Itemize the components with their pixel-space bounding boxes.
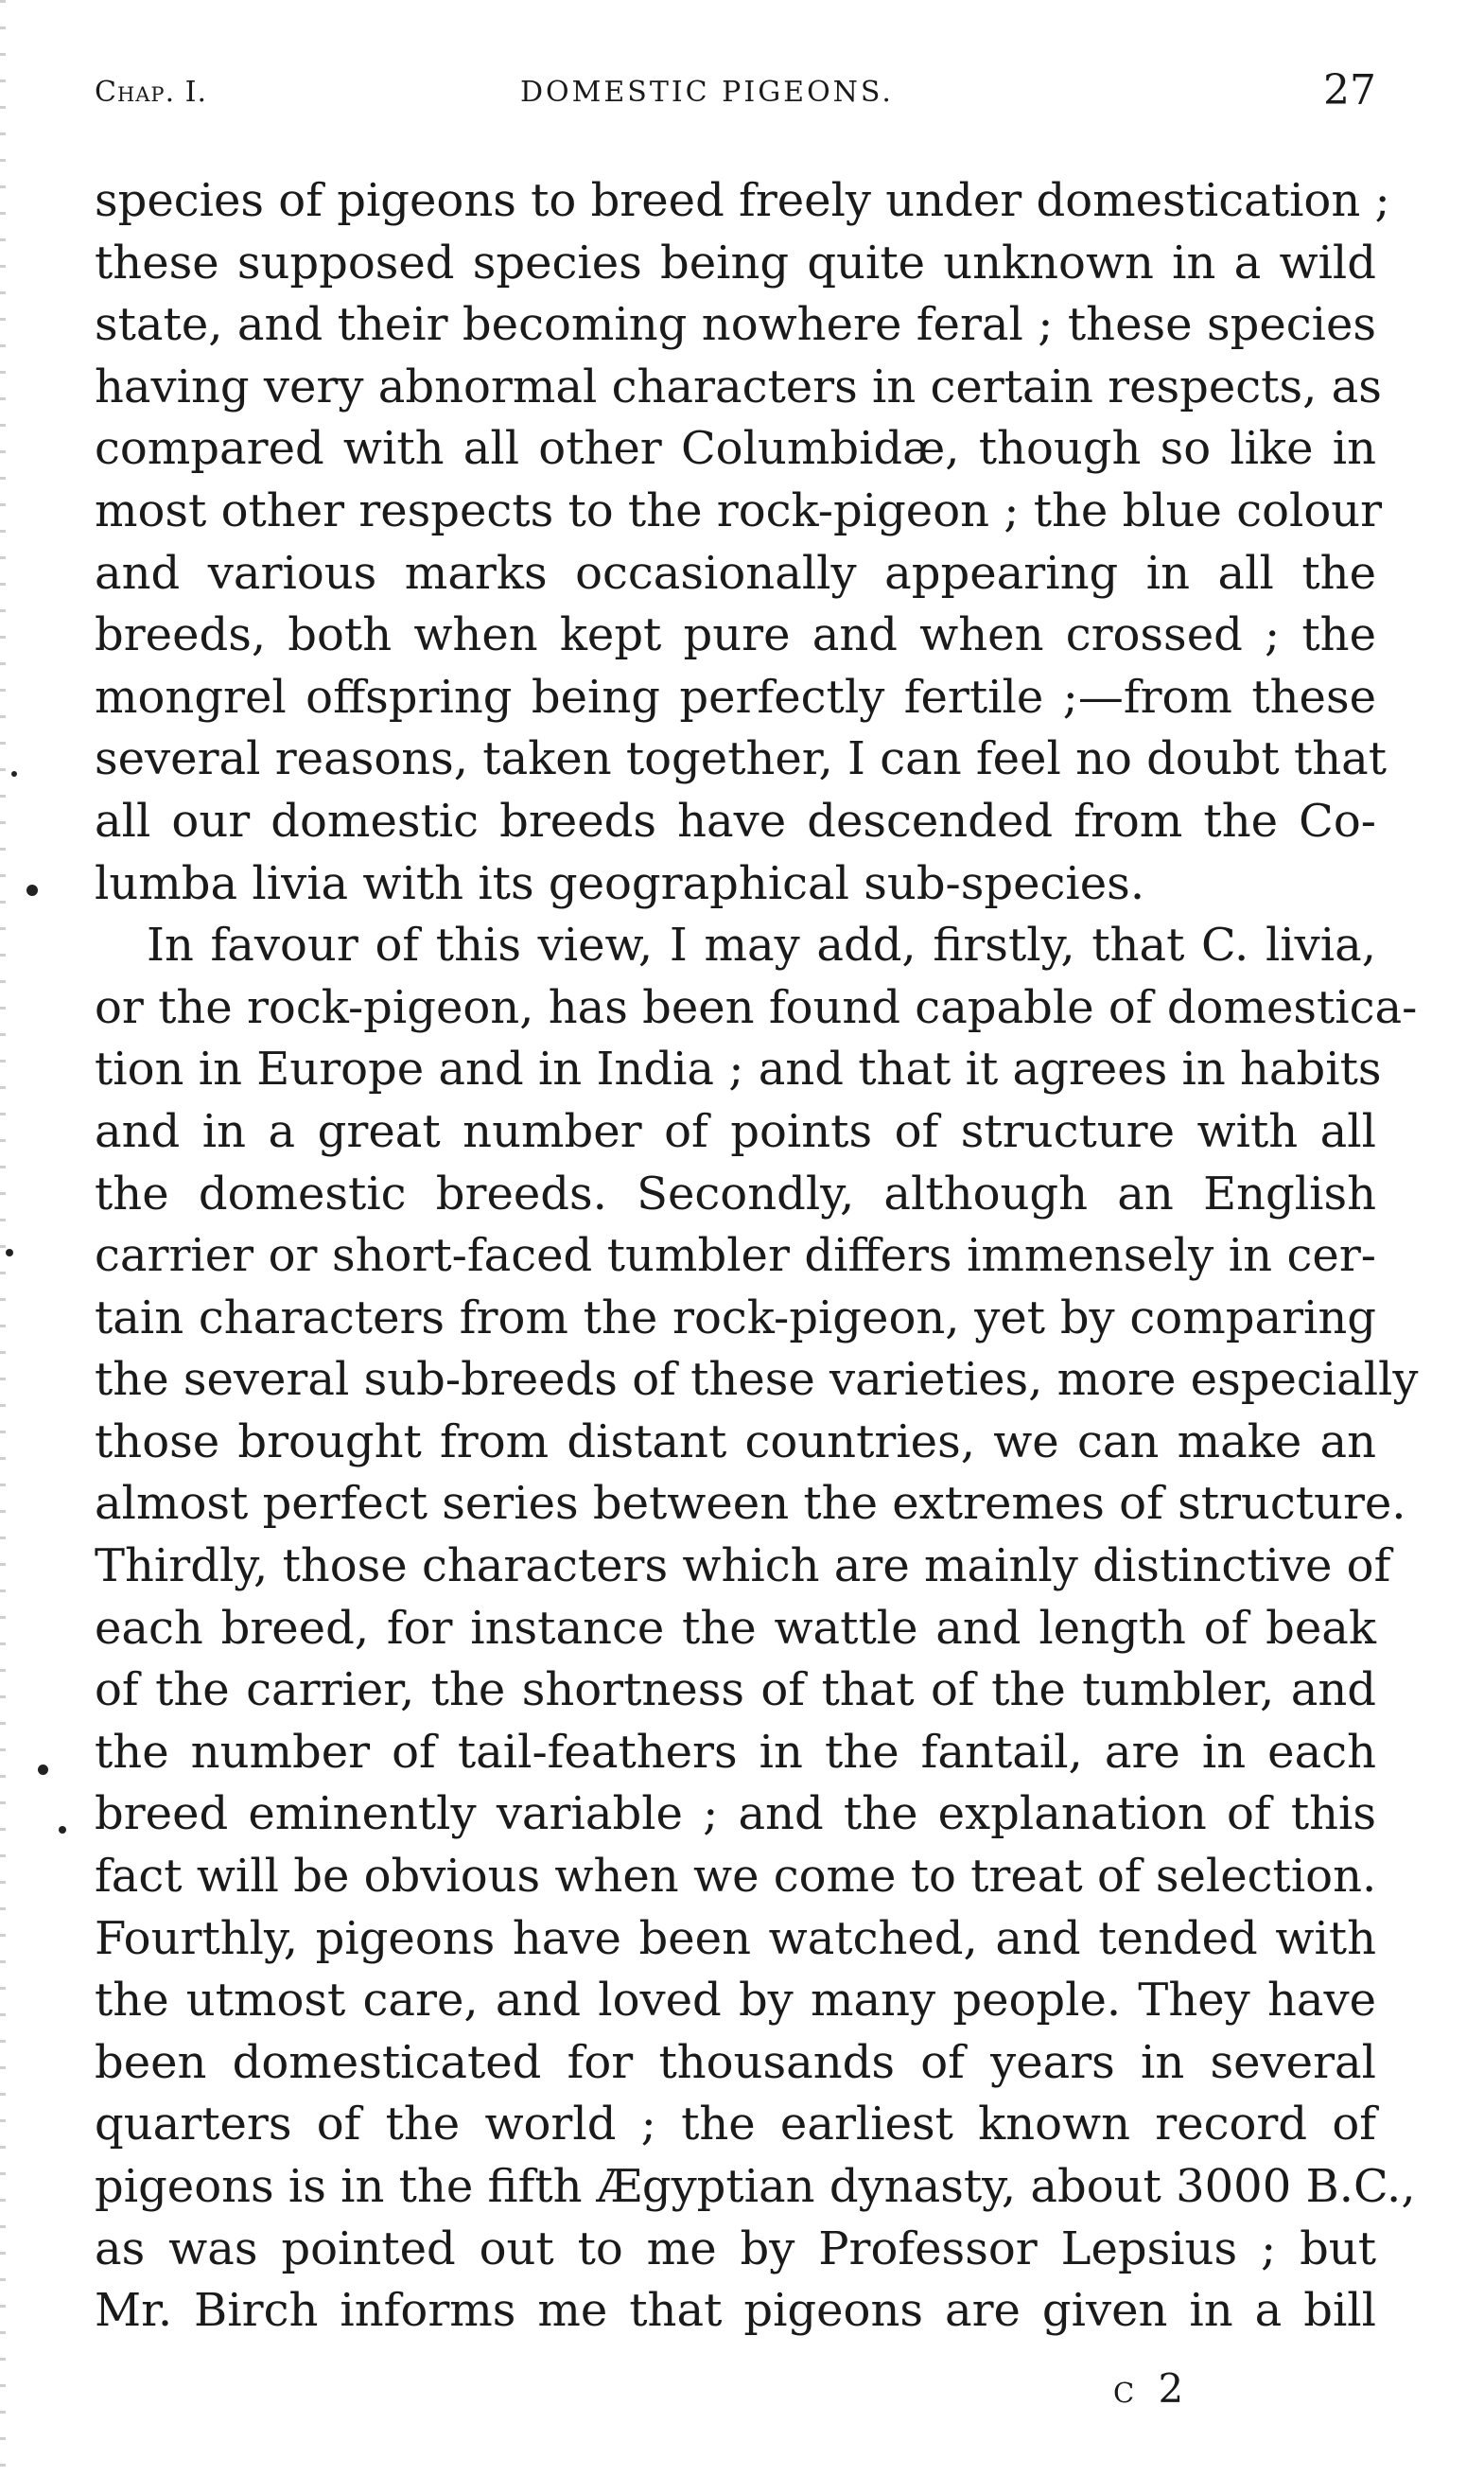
page-edge-texture bbox=[0, 0, 6, 2476]
text-line: Thirdly, those characters which are mainly distinctive of bbox=[95, 1539, 1391, 1593]
running-header bbox=[95, 59, 1376, 134]
text-line: those brought from distant countries, we can make an bbox=[95, 1414, 1376, 1468]
ink-speck bbox=[6, 1249, 13, 1256]
text-line: tain characters from the rock-pigeon, yet by comparing bbox=[95, 1291, 1376, 1344]
text-line: lumba livia with its geographical sub-species. bbox=[95, 856, 1145, 910]
text-line: mongrel offspring being perfectly fertile ;—from these bbox=[95, 670, 1376, 724]
text-line: compared with all other Columbidæ, though so like in bbox=[95, 422, 1376, 476]
text-line: all our domestic breeds have descended from the Co- bbox=[95, 794, 1376, 848]
text-line: of the carrier, the shortness of that of the tumbler, and bbox=[95, 1663, 1376, 1717]
paragraph bbox=[95, 915, 1419, 2343]
text-line: as was pointed out to me by Professor Lepsius ; but bbox=[95, 2221, 1376, 2275]
text-line: Mr. Birch informs me that pigeons are given in a bill bbox=[95, 2284, 1376, 2338]
ink-speck bbox=[26, 885, 38, 896]
text-line: breed eminently variable ; and the explanation of this bbox=[95, 1787, 1376, 1841]
text-line: almost perfect series between the extremes of structure. bbox=[95, 1477, 1406, 1531]
text-line: and in a great number of points of structure with all bbox=[95, 1104, 1376, 1158]
text-line: state, and their becoming nowhere feral ; these species bbox=[95, 298, 1376, 352]
text-line: having very abnormal characters in certain respects, as bbox=[95, 360, 1382, 413]
text-line: the number of tail-feathers in the fantail, are in each bbox=[95, 1725, 1376, 1779]
body-text bbox=[95, 170, 1419, 2343]
text-line: the utmost care, and loved by many people. They have bbox=[95, 1974, 1376, 2028]
text-line: most other respects to the rock-pigeon ; the blue colour bbox=[95, 483, 1383, 537]
text-line: the domestic breeds. Secondly, although an English bbox=[95, 1167, 1376, 1220]
text-line: In favour of this view, I may add, firstly, that C. livia, bbox=[147, 919, 1376, 973]
text-line: and various marks occasionally appearing in all the bbox=[95, 546, 1376, 600]
text-line: tion in Europe and in India ; and that it agrees in habits bbox=[95, 1043, 1382, 1097]
text-line: been domesticated for thousands of years in several bbox=[95, 2035, 1376, 2089]
signature-mark: c 2 bbox=[1113, 2365, 1190, 2412]
text-line: the several sub-breeds of these varieties, more especially bbox=[95, 1353, 1419, 1407]
text-line: these supposed species being quite unknown in a wild bbox=[95, 236, 1376, 290]
ink-speck bbox=[38, 1765, 48, 1775]
text-line: species of pigeons to breed freely under domestication ; bbox=[95, 174, 1390, 227]
text-line: each breed, for instance the wattle and length of beak bbox=[95, 1601, 1376, 1655]
page-number: 27 bbox=[1323, 66, 1376, 114]
text-line: Fourthly, pigeons have been watched, and tended with bbox=[95, 1911, 1376, 1965]
text-line: fact will be obvious when we come to treat of selection. bbox=[95, 1850, 1377, 1904]
text-line: quarters of the world ; the earliest known record of bbox=[95, 2098, 1376, 2151]
text-line: pigeons is in the fifth Ægyptian dynasty, about 3000 B.C., bbox=[95, 2160, 1416, 2213]
text-line: or the rock-pigeon, has been found capable of domestica- bbox=[95, 980, 1418, 1034]
running-title: DOMESTIC PIGEONS. bbox=[520, 76, 894, 109]
text-line: breeds, both when kept pure and when crossed ; the bbox=[95, 608, 1376, 662]
text-line: several reasons, taken together, I can feel no doubt that bbox=[95, 732, 1388, 786]
ink-speck bbox=[59, 1826, 66, 1834]
chapter-label: Chap. I. bbox=[95, 76, 208, 109]
paragraph bbox=[95, 170, 1390, 915]
ink-speck bbox=[11, 771, 17, 777]
text-line: carrier or short-faced tumbler differs immensely in cer- bbox=[95, 1229, 1376, 1283]
